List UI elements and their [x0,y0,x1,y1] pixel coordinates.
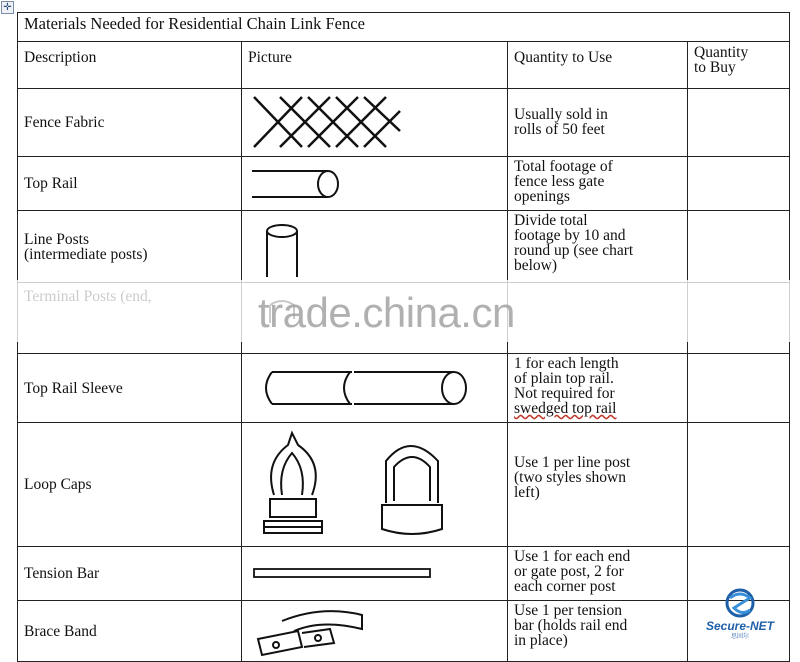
row-quantity-line: Use 1 for each end [514,548,631,565]
row-quantity-line: swedged top rail [514,400,617,417]
row-quantity-line: Total footage of [514,158,613,175]
header-quantity-to-use: Quantity to Use [508,42,688,89]
table-row [18,601,790,662]
swirl-logo-icon [690,586,790,620]
chain-link-mesh-icon [242,89,508,156]
row-description: Loop Caps [24,476,92,493]
brace-band-picture [242,601,508,662]
row-quantity-line: fence less gate [514,173,605,190]
logo-subtitle: 思固尔 [730,633,749,640]
header-description: Description [18,42,242,89]
row-quantity-line: Usually sold in [514,106,608,123]
table-row [18,157,790,211]
row-quantity-line: bar (holds rail end [514,617,628,634]
header-quantity-to-buy-line2: to Buy [694,59,736,76]
row-quantity-line: each corner post [514,578,616,595]
brand-logo [690,586,790,646]
row-quantity-line: (two styles shown [514,469,626,486]
row-quantity-line: 1 for each length [514,355,619,372]
row-description: Tension Bar [24,565,100,582]
row-description: Top Rail [24,175,78,192]
row-quantity-line: openings [514,188,570,205]
quantity-to-buy-cell [688,211,790,283]
top-rail-sleeve-picture [242,354,508,423]
row-description: Brace Band [24,622,97,640]
loop-caps-picture [242,423,508,547]
top-rail-icon [242,157,508,210]
row-quantity-line: left) [514,484,540,501]
row-description: Line Posts [24,230,90,248]
quantity-to-buy-cell [688,423,790,547]
top-rail-sleeve-icon [242,354,508,422]
table-title: Materials Needed for Residential Chain Link Fence [18,13,790,42]
table-row [18,547,790,601]
brace-band-icon [242,601,508,661]
line-post-icon [242,211,508,282]
row-quantity-line: Use 1 per line post [514,454,631,471]
move-handle-icon[interactable]: ✛ [1,1,14,14]
header-quantity-to-buy [688,42,790,89]
header-quantity-to-buy-line1: Quantity [694,44,749,61]
row-quantity-line: Not required for [514,385,615,402]
row-description: Top Rail Sleeve [24,379,123,397]
tension-bar-picture [242,547,508,601]
row-quantity-line: rolls of 50 feet [514,121,605,138]
row-quantity-line: footage by 10 and [514,227,626,244]
quantity-to-buy-cell [688,157,790,211]
top-rail-picture [242,157,508,211]
row-description: Fence Fabric [24,114,105,131]
quantity-to-buy-cell [688,89,790,157]
table-row [18,354,790,423]
row-quantity-line: or gate post, 2 for [514,563,624,580]
header-row [18,42,790,89]
fence-fabric-picture [242,89,508,157]
row-quantity-line: in place) [514,632,568,649]
tension-bar-icon [242,547,508,600]
row-quantity-line: Divide total [514,212,588,229]
row-quantity-line: round up (see chart [514,242,634,259]
header-picture: Picture [242,42,508,89]
row-description: (intermediate posts) [24,245,148,263]
loop-caps-icon [242,423,508,546]
watermark-text: trade.china.cn [258,289,515,336]
row-quantity-line: Use 1 per tension [514,602,623,619]
table-row [18,211,790,283]
quantity-to-buy-cell [688,354,790,423]
row-quantity-line: of plain top rail. [514,370,614,387]
table-row [18,423,790,547]
row-quantity-line: below) [514,257,558,274]
table-row [18,89,790,157]
line-post-picture [242,211,508,283]
logo-name: Secure-NET [705,619,775,633]
